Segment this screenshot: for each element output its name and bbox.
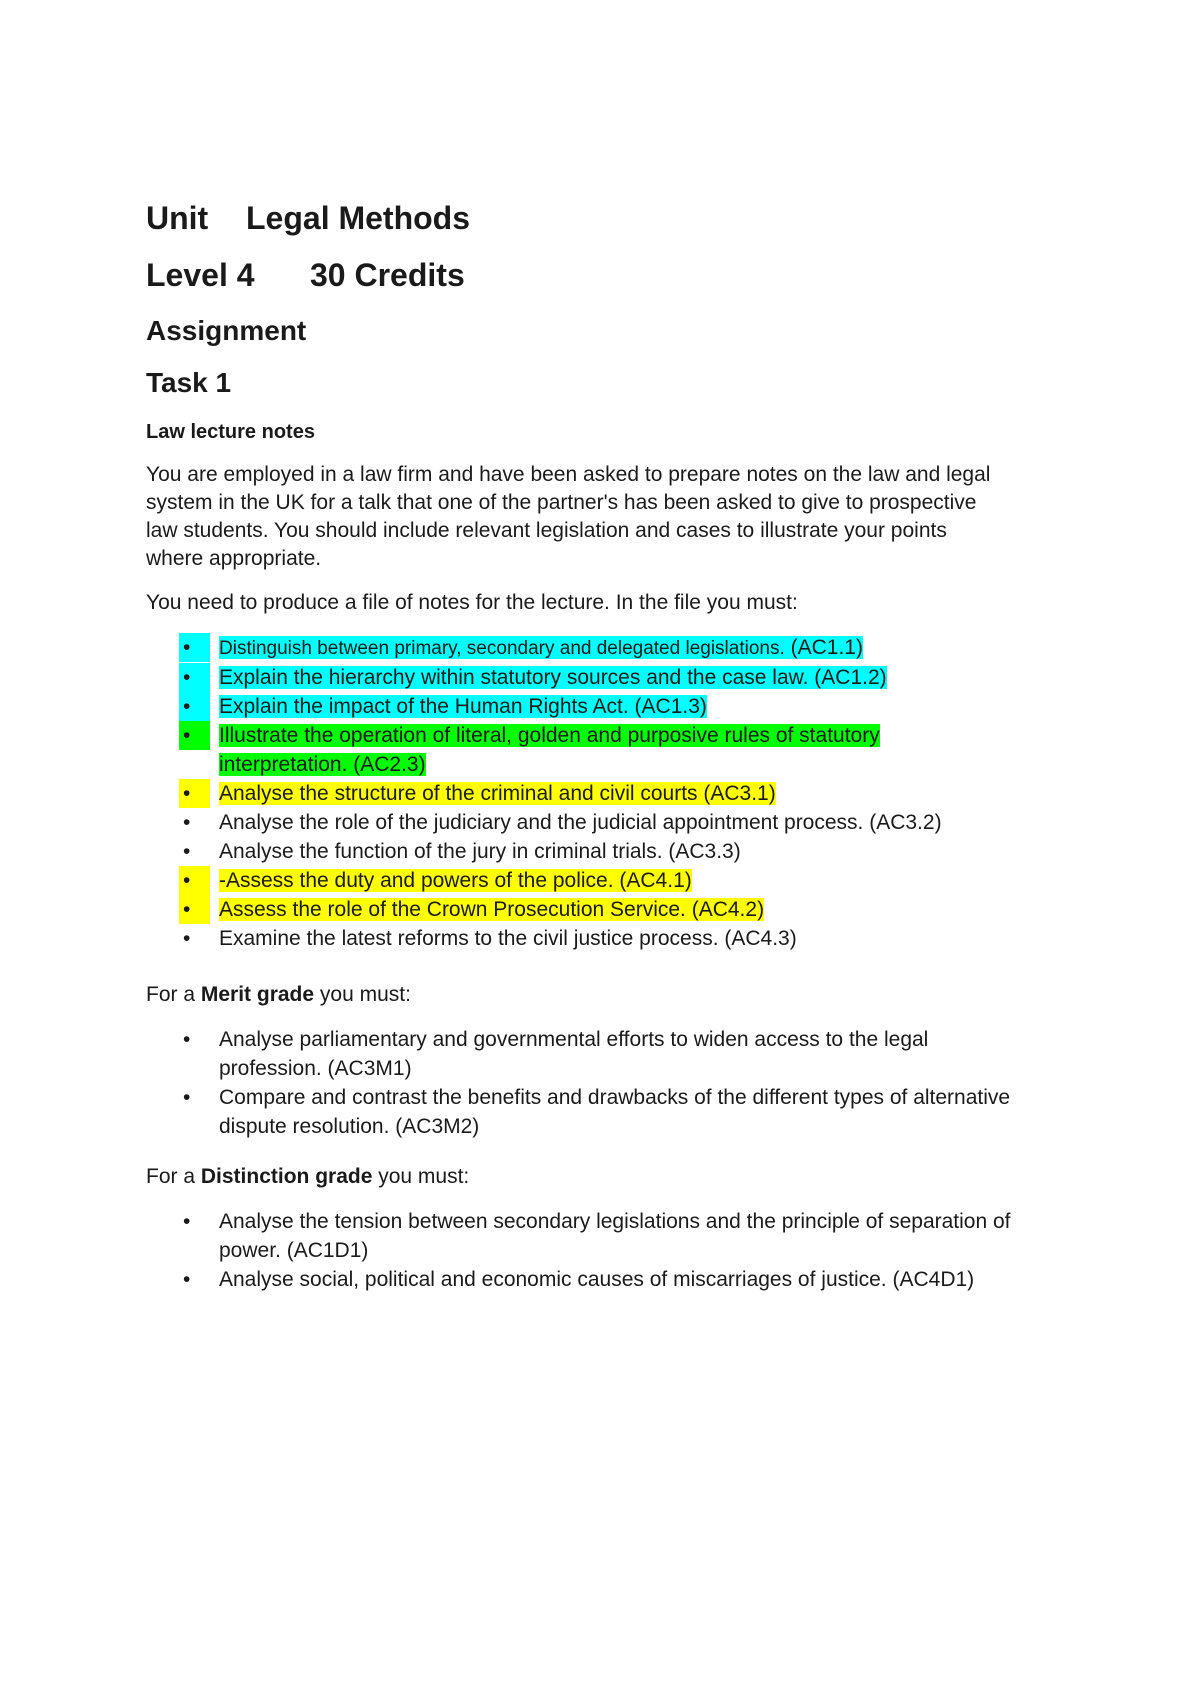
merit-text: Analyse parliamentary and governmental efforts to widen access to the legal bbox=[219, 1028, 929, 1051]
unit-heading bbox=[146, 200, 471, 237]
criteria-text: Explain the impact of the Human Rights Act. (AC1.3) bbox=[219, 695, 707, 718]
bullet: • bbox=[183, 1268, 191, 1291]
distinction-text: Analyse the tension between secondary legislations and the principle of separation of bbox=[219, 1210, 1011, 1233]
unit-name: Legal Methods bbox=[246, 200, 471, 236]
bullet: • bbox=[179, 866, 210, 895]
distinction-text: Analyse social, political and economic causes of miscarriages of justice. (AC4D1) bbox=[219, 1268, 975, 1291]
unit-label: Unit bbox=[146, 200, 209, 236]
distinction-text-cont: power. (AC1D1) bbox=[219, 1239, 369, 1262]
intro-paragraph bbox=[146, 461, 1076, 573]
distinction-post: you must: bbox=[372, 1165, 470, 1188]
criteria-text: Illustrate the operation of literal, golden and purposive rules of statutory bbox=[219, 724, 880, 747]
bullet: • bbox=[179, 663, 210, 692]
bullet: • bbox=[183, 840, 191, 863]
criteria-item bbox=[146, 866, 1086, 895]
criteria-list bbox=[146, 633, 1086, 953]
merit-item bbox=[146, 1025, 1086, 1083]
criteria-item bbox=[146, 837, 1086, 866]
intro-line: law students. You should include relevant legislation and cases to illustrate your points bbox=[146, 519, 947, 542]
intro-line: You are employed in a law firm and have been asked to prepare notes on the law and legal bbox=[146, 463, 991, 486]
bullet: • bbox=[179, 633, 210, 662]
merit-post: you must: bbox=[314, 983, 411, 1006]
merit-text: Compare and contrast the benefits and drawbacks of the different types of alternative bbox=[219, 1086, 1011, 1109]
criteria-code: (AC1.1) bbox=[784, 636, 863, 659]
merit-list bbox=[146, 1025, 1086, 1141]
criteria-text: Analyse the role of the judiciary and the judicial appointment process. (AC3.2) bbox=[219, 811, 942, 834]
distinction-list bbox=[146, 1207, 1086, 1294]
criteria-item bbox=[146, 924, 1086, 953]
merit-intro bbox=[146, 981, 1076, 1009]
criteria-text: Distinguish between primary, secondary and delegated legislations. bbox=[219, 638, 785, 659]
criteria-item bbox=[146, 895, 1086, 924]
criteria-item bbox=[146, 779, 1086, 808]
merit-pre: For a bbox=[146, 983, 201, 1006]
level-heading bbox=[146, 257, 465, 294]
criteria-text: Explain the hierarchy within statutory sources and the case law. (AC1.2) bbox=[219, 666, 887, 689]
criteria-item bbox=[146, 721, 1086, 779]
merit-text-cont: profession. (AC3M1) bbox=[219, 1057, 412, 1080]
merit-grade-label: Merit grade bbox=[200, 983, 315, 1006]
bullet: • bbox=[183, 1028, 191, 1051]
distinction-item bbox=[146, 1265, 1086, 1294]
criteria-text: Assess the role of the Crown Prosecution Service. (AC4.2) bbox=[219, 898, 765, 921]
criteria-text: Analyse the structure of the criminal and civil courts (AC3.1) bbox=[219, 782, 776, 805]
distinction-pre: For a bbox=[146, 1165, 201, 1188]
distinction-grade-label: Distinction grade bbox=[200, 1165, 373, 1188]
assignment-heading: Assignment bbox=[146, 315, 307, 346]
merit-item bbox=[146, 1083, 1086, 1141]
bullet: • bbox=[179, 692, 210, 721]
criteria-text: Examine the latest reforms to the civil justice process. (AC4.3) bbox=[219, 927, 797, 950]
criteria-item bbox=[146, 692, 1086, 721]
criteria-text-cont: interpretation. (AC2.3) bbox=[219, 753, 426, 776]
bullet: • bbox=[183, 1210, 191, 1233]
bullet: • bbox=[183, 1086, 191, 1109]
bullet: • bbox=[183, 811, 191, 834]
criteria-item bbox=[146, 663, 1086, 692]
distinction-item bbox=[146, 1207, 1086, 1265]
criteria-text: -Assess the duty and powers of the police. (AC4.1) bbox=[219, 869, 692, 892]
criteria-item bbox=[146, 633, 1086, 663]
intro-line: system in the UK for a talk that one of the partner's has been asked to give to prospective bbox=[146, 491, 977, 514]
bullet: • bbox=[183, 927, 191, 950]
task-intro: You need to produce a file of notes for the lecture. In the file you must: bbox=[146, 591, 798, 614]
bullet: • bbox=[179, 895, 210, 924]
criteria-text: Analyse the function of the jury in criminal trials. (AC3.3) bbox=[219, 840, 741, 863]
criteria-item bbox=[146, 808, 1086, 837]
credits-label: 30 Credits bbox=[310, 257, 465, 293]
merit-text-cont: dispute resolution. (AC3M2) bbox=[219, 1115, 480, 1138]
task-heading: Task 1 bbox=[146, 367, 232, 398]
level-label: Level 4 bbox=[146, 257, 255, 293]
bullet: • bbox=[179, 721, 210, 750]
intro-line: where appropriate. bbox=[146, 547, 322, 570]
bullet: • bbox=[179, 779, 210, 808]
section-subtitle: Law lecture notes bbox=[146, 421, 315, 443]
distinction-intro bbox=[146, 1163, 1076, 1191]
